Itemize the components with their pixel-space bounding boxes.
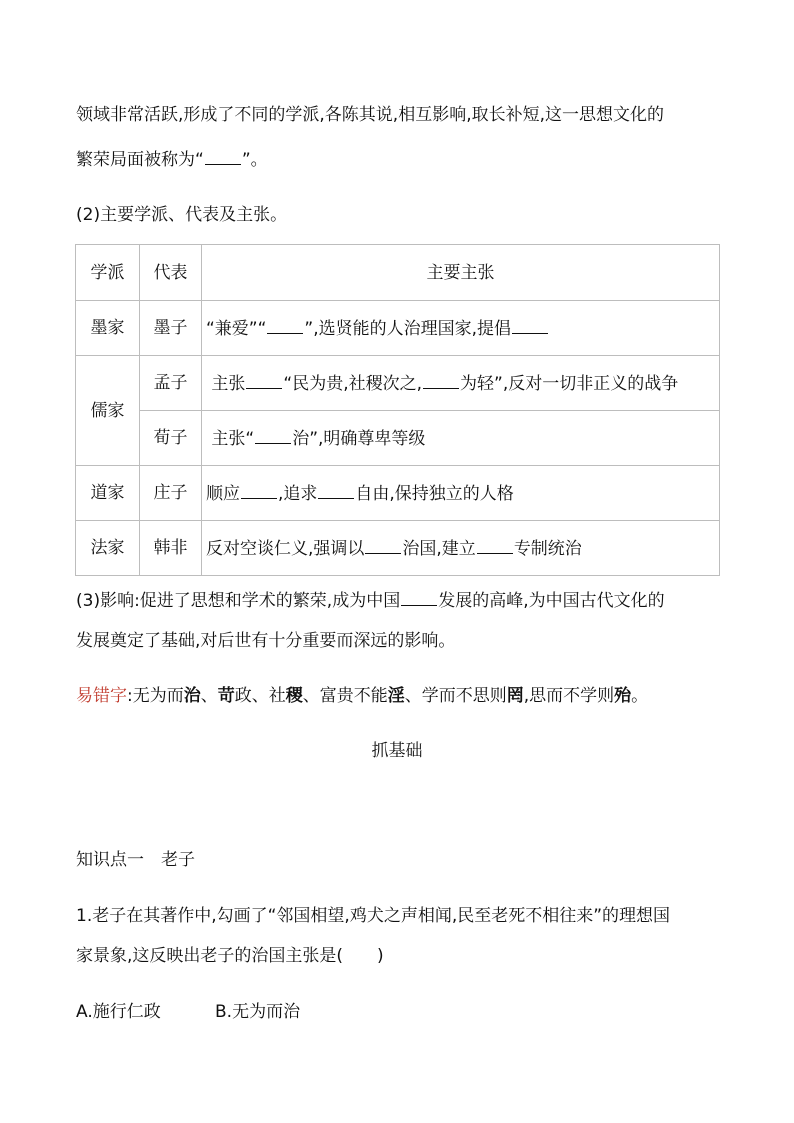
proposition-cell: 顺应 ,追求 自由,保持独立的人格 (202, 466, 720, 521)
fill-blank[interactable] (318, 482, 354, 499)
table-row-mohism (76, 301, 720, 356)
table-header-row (76, 245, 720, 301)
representative-cell: 韩非 (140, 521, 202, 576)
representative-cell: 墨子 (140, 301, 202, 356)
proposition-cell: 主张“ 治”,明确尊卑等级 (202, 411, 720, 466)
typo-note-label: 易错字 (76, 686, 127, 706)
table-row-legalism (76, 521, 720, 576)
school-cell: 法家 (76, 521, 140, 576)
table-row-xunzi (76, 411, 720, 466)
proposition-cell: “兼爱”“ ”,选贤能的人治理国家,提倡 (202, 301, 720, 356)
fill-blank[interactable] (401, 589, 437, 606)
fill-blank[interactable] (477, 537, 513, 554)
section-2-heading: (2)主要学派、代表及主张。 (76, 205, 288, 225)
question-1-option-b[interactable]: B.无为而治 (215, 1002, 301, 1022)
fill-blank[interactable] (241, 482, 277, 499)
representative-cell: 庄子 (140, 466, 202, 521)
section-3-line-2: 发展奠定了基础,对后世有十分重要而深远的影响。 (76, 631, 456, 651)
fill-blank[interactable] (246, 372, 282, 389)
header-representative: 代表 (140, 245, 202, 301)
section-title: 抓基础 (371, 741, 423, 761)
table-row-mencius (76, 356, 720, 411)
schools-table (75, 244, 720, 576)
section-3-line-1: (3)影响:促进了思想和学术的繁荣,成为中国 发展的高峰,为中国古代文化的 (76, 591, 665, 611)
intro-line-1: 领域非常活跃,形成了不同的学派,各陈其说,相互影响,取长补短,这一思想文化的 (76, 105, 665, 125)
proposition-cell: 主张 “民为贵,社稷次之, 为轻”,反对一切非正义的战争 (202, 356, 720, 411)
fill-blank[interactable] (423, 372, 459, 389)
representative-cell: 孟子 (140, 356, 202, 411)
fill-blank[interactable] (205, 148, 241, 165)
school-cell: 墨家 (76, 301, 140, 356)
fill-blank[interactable] (267, 317, 303, 334)
proposition-cell: 反对空谈仁义,强调以 治国,建立 专制统治 (202, 521, 720, 576)
question-1-line-1: 1.老子在其著作中,勾画了“邻国相望,鸡犬之声相闻,民至老死不相往来”的理想国 (76, 906, 671, 926)
intro-line-2: 繁荣局面被称为“ ”。 (76, 150, 268, 170)
fill-blank[interactable] (512, 317, 548, 334)
school-cell: 儒家 (76, 356, 140, 466)
question-1-line-2: 家景象,这反映出老子的治国主张是( ) (76, 946, 384, 966)
fill-blank[interactable] (255, 427, 291, 444)
school-cell: 道家 (76, 466, 140, 521)
header-propositions: 主要主张 (202, 245, 720, 301)
table-row-daoism (76, 466, 720, 521)
question-1-option-a[interactable]: A.施行仁政 (76, 1002, 161, 1022)
header-school: 学派 (76, 245, 140, 301)
knowledge-point-heading: 知识点一 老子 (76, 850, 195, 870)
fill-blank[interactable] (365, 537, 401, 554)
typo-note: 易错字:无为而治、苛政、社稷、富贵不能淫、学而不思则罔,思而不学则殆。 (76, 686, 649, 706)
representative-cell: 荀子 (140, 411, 202, 466)
